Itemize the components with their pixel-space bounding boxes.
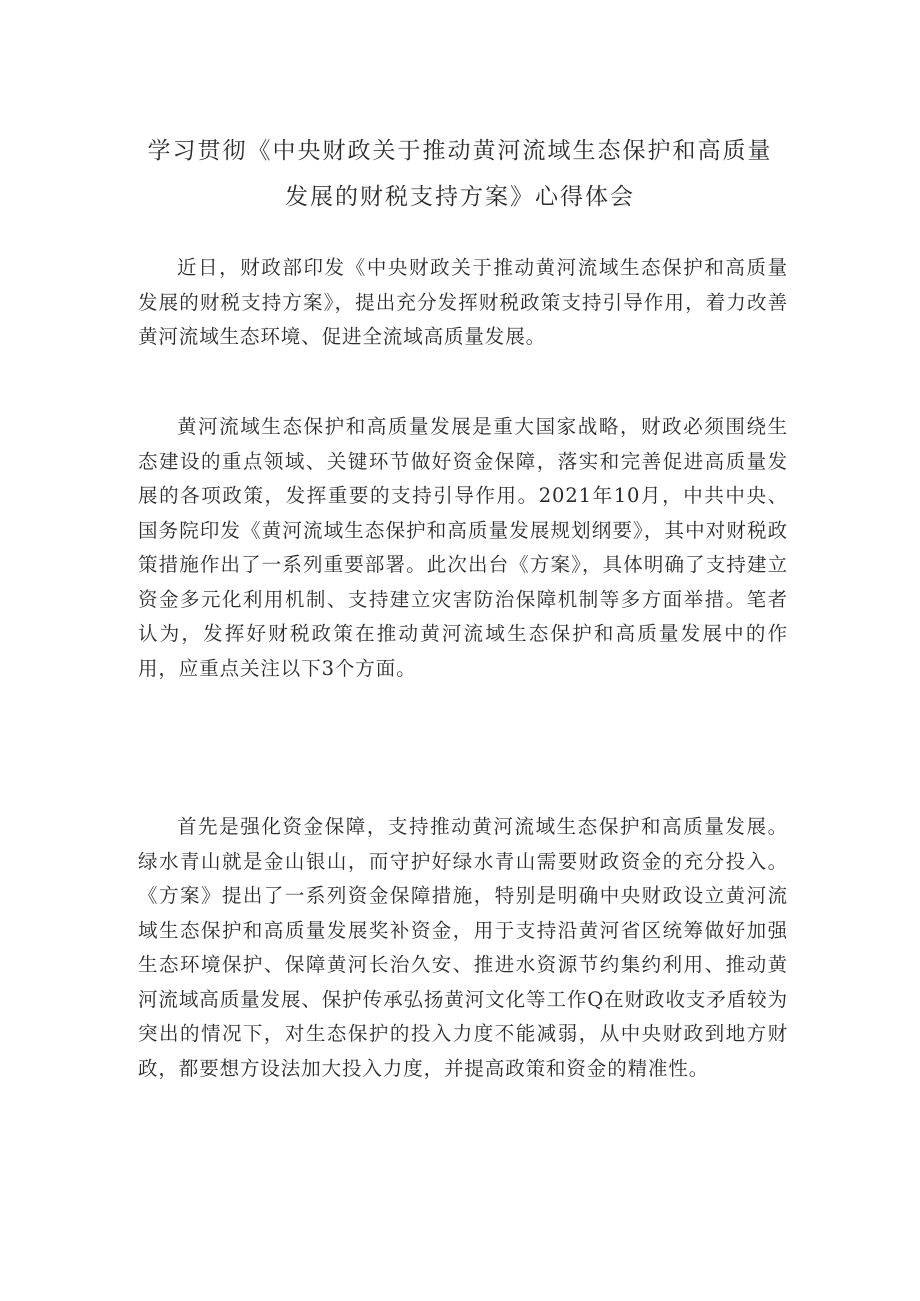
paragraph-first-point: 首先是强化资金保障，支持推动黄河流域生态保护和高质量发展。绿水青山就是金山银山，而守护好绿水青山需要财政资金的充分投入。《方案》提出了一系列资金保障措施，特别是明确中央财政设立黄河流域生态保护和高质量发展奖补资金，用于支持沿黄河省区统筹做好加强生态环境保护、保障黄河长治久安、推进水资源节约集约利用、推动黄河流域高质量发展、保护传承弘扬黄河文化等工作Q在财政收支矛盾较为突出的情况下，对生态保护的投入力度不能减弱，从中央财政到地方财政，都要想方设法加大投入力度，并提高政策和资金的精准性。 [138, 815, 788, 1080]
paragraph-background: 黄河流域生态保护和高质量发展是重大国家战略，财政必须围绕生态建设的重点领域、关键环节做好资金保障，落实和完善促进高质量发展的各项政策，发挥重要的支持引导作用。2021年10月，中共中央、国务院印发《黄河流域生态保护和高质量发展规划纲要》，其中对财税政策措施作出了一系列重要部署。此次出台《方案》，具体明确了支持建立资金多元化利用机制、支持建立灾害防治保障机制等多方面举措。笔者认为，发挥好财税政策在推动黄河流域生态保护和高质量发展中的作用，应重点关注以下3个方面。 [138, 415, 788, 680]
paragraph-intro: 近日，财政部印发《中央财政关于推动黄河流域生态保护和高质量发展的财税支持方案》，提出充分发挥财税政策支持引导作用，着力改善黄河流域生态环境、促进全流域高质量发展。 [138, 256, 788, 348]
document-title [110, 128, 810, 220]
title-line-2: 发展的财税支持方案》心得体会 [285, 184, 635, 210]
title-line-1: 学习贯彻《中央财政关于推动黄河流域生态保护和高质量 [147, 138, 773, 164]
